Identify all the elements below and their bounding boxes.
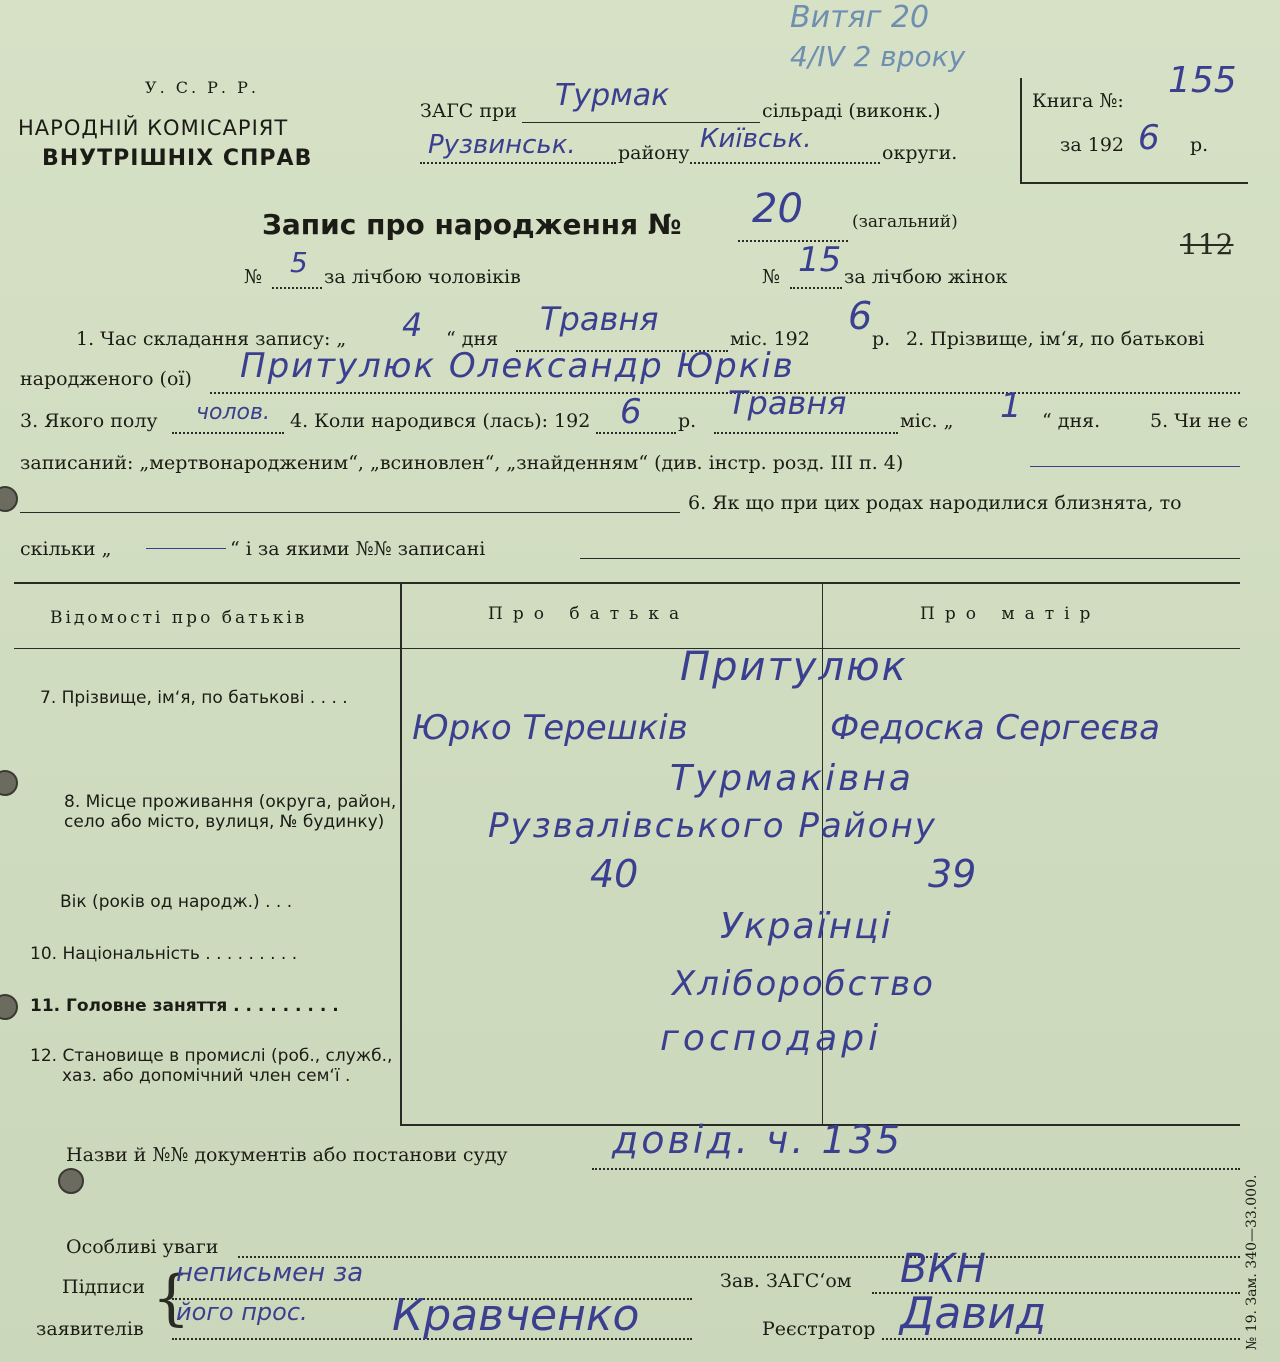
row12-label: 12. Становище в промислі (роб., служб.,: [30, 1046, 393, 1066]
f4-month-label: міс. „: [900, 410, 954, 432]
female-count-value: 15: [798, 240, 842, 280]
village-council-label: сільраді (виконк.): [762, 100, 941, 122]
district-label: району: [618, 142, 690, 164]
male-count-line: [272, 287, 322, 289]
row7-father-name: Юрко Терешків: [412, 708, 688, 748]
f1-year: 6: [848, 294, 873, 338]
table-col-divider-1: [400, 584, 402, 1124]
female-count-line: [790, 287, 842, 289]
row10-shared: Українці: [720, 906, 893, 947]
table-col3-header: Про матір: [920, 604, 1101, 624]
f4-year: 6: [620, 392, 642, 432]
registrar-label: Реєстратор: [762, 1318, 876, 1340]
row9-father-age: 40: [590, 852, 639, 896]
book-year-value: 6: [1138, 118, 1160, 158]
okruha-line: [690, 162, 880, 164]
crossed-number: 112: [1180, 228, 1234, 261]
f3-label: 3. Якого полу: [20, 410, 158, 432]
f4-label: 4. Коли народився (лась): 192: [290, 410, 591, 432]
f6-cont-b: “ і за якими №№ записані: [230, 538, 486, 560]
record-number: 20: [752, 186, 803, 232]
registrar-signature: Давид: [900, 1288, 1047, 1339]
f5-label: 5. Чи не є: [1150, 410, 1249, 432]
f2-value: Притулюк Олександр Юрків: [240, 346, 795, 386]
row9-label: Вік (років од народж.) . . .: [60, 892, 293, 912]
applicants-label2: заявителів: [36, 1318, 144, 1340]
f6-count-dash: [146, 548, 226, 549]
f4-day-label: “ дня.: [1042, 410, 1101, 432]
okruha-label: округи.: [882, 142, 958, 164]
ministry-line1: НАРОДНІЙ КОМІСАРІЯТ: [18, 116, 289, 140]
book-box-left: [1020, 78, 1022, 182]
f3-line: [172, 432, 284, 434]
documents-label: Назви й №№ документів або постанови суду: [66, 1144, 508, 1166]
punch-hole-icon: [0, 994, 18, 1020]
top-annotation-line2: 4/IV 2 вроку: [790, 40, 966, 73]
row11-label: 11. Головне заняття . . . . . . . . .: [30, 996, 339, 1016]
documents-value: довід. ч. 135: [612, 1118, 904, 1162]
f2-label: 2. Прізвище, ім‘я, по батькові: [906, 328, 1205, 350]
male-count-prefix: №: [244, 266, 262, 288]
table-header-border: [14, 648, 1240, 649]
table-col1-header: Відомості про батьків: [50, 608, 308, 628]
row12-label2: хаз. або допомічний член сем‘ї .: [62, 1066, 351, 1086]
documents-line: [592, 1168, 1240, 1170]
district-line: [420, 162, 616, 164]
row7-mother-name: Федоска Сергеєва: [830, 708, 1160, 748]
row8-shared-village: Турмаківна: [670, 758, 914, 799]
f6-label: 6. Як що при цих родах народилися близнята, то: [688, 492, 1182, 514]
district-value: Рузвинськ.: [428, 130, 576, 160]
f4-month-line: [714, 432, 898, 434]
village-council-value: Турмак: [555, 78, 670, 113]
punch-hole-icon: [0, 770, 18, 796]
table-top-border: [14, 582, 1240, 584]
f1-day-label: “ дня: [446, 328, 499, 350]
okruha-value: Київськ.: [700, 124, 812, 154]
book-number: 155: [1168, 60, 1237, 101]
applicant-text1: неписьмен за: [176, 1258, 364, 1288]
f3-value: чолов.: [196, 400, 270, 425]
notes-line: [238, 1256, 1240, 1258]
book-year-suffix: р.: [1190, 134, 1209, 156]
row7-shared-surname: Притулюк: [680, 644, 908, 690]
head-signature: ВКН: [900, 1246, 986, 1292]
book-label: Книга №:: [1032, 90, 1124, 112]
record-title: Запис про народження №: [262, 208, 682, 241]
f1-year-suffix: р.: [872, 328, 891, 350]
female-count-prefix: №: [762, 266, 780, 288]
applicants-brace-icon: {: [152, 1263, 191, 1333]
table-col2-header: Про батька: [488, 604, 690, 624]
f4-day: 1: [1000, 386, 1022, 426]
applicant-signature: Кравченко: [392, 1290, 640, 1341]
zags-prefix: ЗАГС при: [420, 100, 517, 122]
book-box-bottom: [1020, 182, 1248, 184]
record-general: (загальний): [852, 212, 958, 232]
row9-mother-age: 39: [928, 852, 977, 896]
f6-numbers-line: [580, 558, 1240, 559]
f4-month: Травня: [728, 384, 847, 422]
print-mark: № 19. Зам. 340—33.000.: [1244, 1174, 1260, 1350]
f1-month-label: міс. 192: [730, 328, 810, 350]
f1-month: Травня: [540, 300, 659, 338]
row8-shared-district: Рузвалівського Району: [488, 806, 937, 846]
f5-cont: записаний: „мертвонародженим“, „всиновлен“, „знайденням“ (див. інстр. розд. III п. 4): [20, 452, 904, 474]
applicants-label1: Підписи: [62, 1276, 145, 1298]
f6-cont-a: скільки „: [20, 538, 112, 560]
village-council-line: [522, 122, 760, 123]
notes-label: Особливі уваги: [66, 1236, 219, 1258]
row8-label2: село або місто, вулиця, № будинку): [64, 812, 385, 832]
f2-cont: народженого (ої): [20, 368, 192, 390]
row8-label: 8. Місце проживання (округа, район,: [64, 792, 397, 812]
f6-line: [20, 512, 680, 513]
ministry-line2: ВНУТРІШНІХ СПРАВ: [42, 146, 313, 171]
row7-label: 7. Прізвище, ім‘я, по батькові . . . .: [40, 688, 348, 708]
f1-day: 4: [402, 306, 423, 344]
punch-hole-icon: [58, 1168, 84, 1194]
head-label: Зав. ЗАГС‘ом: [720, 1270, 852, 1292]
row11-shared: Хліборобство: [672, 964, 935, 1004]
f2-line: [210, 392, 1240, 394]
f4-year-suffix: р.: [678, 410, 697, 432]
row12-shared: господарі: [660, 1018, 883, 1059]
female-count-label: за лічбою жінок: [844, 266, 1008, 288]
f4-year-line: [596, 432, 676, 434]
applicant-text2: його прос.: [176, 1298, 308, 1326]
top-annotation-line1: Витяг 20: [790, 0, 930, 35]
male-count-value: 5: [290, 246, 308, 279]
punch-hole-icon: [0, 486, 18, 512]
republic-abbrev: У. С. Р. Р.: [145, 78, 259, 97]
f1-label: 1. Час складання запису: „: [76, 328, 347, 350]
f5-dash: [1030, 466, 1240, 467]
row10-label: 10. Національність . . . . . . . . .: [30, 944, 298, 964]
male-count-label: за лічбою чоловіків: [324, 266, 521, 288]
book-year-prefix: за 192: [1060, 134, 1124, 156]
